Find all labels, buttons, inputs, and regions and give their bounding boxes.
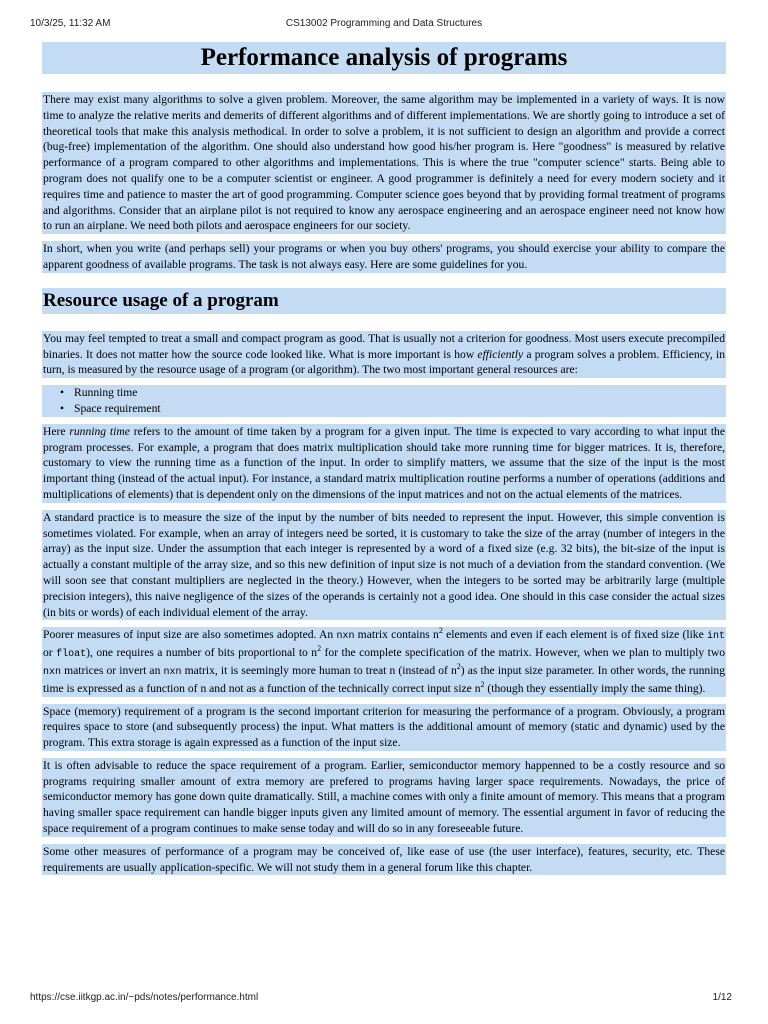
document-content [42,42,726,882]
resource-paragraph-1 [42,331,726,378]
emphasis-efficiently: efficiently [477,347,524,361]
space-requirement-paragraph: Space (memory) requirement of a program is the second important criterion for measuring the performance of a program. Obviously, a program requires space to store (and subsequently process) the input. What matters is the additional amount of memory (static and dynamic) used by the program. This extra storage is again expressed as a function of the input size. [43,704,725,750]
intro-paragraph-1: There may exist many algorithms to solve a given problem. Moreover, the same algorithm may be implemented in a variety of ways. It is now time to analyze the relative merits and demerits of different algorithms and of different implementations. We are shortly going to introduce a set of theoretical tools that make this analysis methodical. In order to solve a problem, it is not sufficient to design an algorithm and provide a correct (bug-free) implementation of the algorithm. One should also understand how good his/her program is. Here "goodness" is measured by relative performance of a program compared to other algorithms and implementations. This is where the true "computer science" starts. Being able to program does not qualify one to be a computer scientist or engineer. A good programmer is definitely a need for every modern society and it requires time and patience to master the art of good programming. Computer science goes beyond that by providing formal treatment of programs and algorithms. Consider that an airplane pilot is not required to know any aerospace engineering and an aerospace engineer need not know how to run an airplane. We need both pilots and aerospace engineers for our society. [43,93,725,233]
text-run: matrix, it is seemingly more human to treat n (instead of n [181,663,457,677]
code-int: int [706,631,725,643]
text-run: elements and even if each element is of fixed size (like [442,628,707,642]
text-run: or [43,646,57,660]
emphasis-running-time: running time [69,424,130,438]
superscript: 2 [317,644,322,654]
superscript: 2 [438,626,443,636]
print-footer [0,992,768,1006]
print-footer-url: https://cse.iitkgp.ac.in/~pds/notes/performance.html [30,992,259,1003]
text-run: Poorer measures of input size are also sometimes adopted. An [43,628,337,642]
code-nxn: nxn [43,666,62,678]
intro-paragraph-2: In short, when you write (and perhaps sell) your programs or when you buy others' programs, you should exercise your ability to compare the apparent goodness of available programs. The task is not always easy. Here are some guidelines for you. [43,242,725,271]
text-run: Here [43,424,70,438]
text-run: refers to the amount of time taken by a program for a given input. The time is expected to vary according to what input the program processes. For example, a program that does matrix multiplication should take more running time for bigger matrices. It is, therefore, customary to view the running time as a function of the input. In order to simplify matters, we assume that the size of the input is the most important thing (instead of the actual input). For instance, a standard matrix multiplication routine performs a number of operations (additions and multiplications of elements) that is dependent only on the dimensions of the input matrices and not on the actual elements of the matrices. [43,424,726,501]
text-run: a program solves a problem. Efficiency, in turn, is measured by the resource usage of a program (or algorithm). The two most important general resources are: [43,347,725,377]
page-title: Performance analysis of programs [42,42,726,74]
print-footer-page-number: 1/12 [712,992,732,1003]
text-run: ), one requires a number of bits proportional to n [86,646,318,660]
other-measures-paragraph: Some other measures of performance of a program may be conceived of, like ease of use (the user interface), features, security, etc. These requirements are usually application-specific. We will not study them in a general forum like this chapter. [43,844,725,874]
text-run: for the complete specification of the matrix. However, when we plan to multiply two [321,646,725,660]
text-run: (though they essentially imply the same thing). [484,681,706,695]
superscript: 2 [456,661,461,671]
text-run: ) as the input size parameter. In other words, the running time is expressed as a function of n and not as a function of the technically correct input size n [43,663,726,695]
section-heading: Resource usage of a program [42,288,726,314]
print-header-datetime: 10/3/25, 11:32 AM [30,18,111,29]
resource-list [42,385,726,417]
code-nxn: nxn [163,666,182,678]
memory-cost-paragraph: It is often advisable to reduce the space requirement of a program. Earlier, semiconductor memory happenned to be a costly resource and so programs requiring smaller amount of extra memory are prefered to programs having larger space requirements. Nowadays, the price of semiconductor memory has gone down quite dramatically. Still, a machine comes with only a finite amount of memory. This means that a program having smaller space requirement can handle bigger inputs given any limited amount of memory. The essential argument in favor of reducing the space requirement of a program continues to make sense today and will do so in any foreseeable future. [43,758,725,836]
code-nxn: nxn [336,631,355,643]
code-float: float [56,649,87,661]
print-header [0,18,768,32]
text-run: matrix contains n [354,628,439,642]
list-item: • Space requirement [74,401,726,417]
text-run: matrices or invert an [61,663,164,677]
superscript: 2 [480,679,485,689]
matrix-size-paragraph [42,627,726,696]
list-item: • Running time [74,385,726,401]
text-run: You may feel tempted to treat a small and compact program as good. That is usually not a criterion for goodness. Most users execute precompiled binaries. It does not matter how the source code looked like. What is more important is how [43,331,725,361]
input-size-paragraph: A standard practice is to measure the size of the input by the number of bits needed to represent the input. However, this simple convention is sometimes violated. For example, when an array of integers need be sorted, it is customary to take the size of the array (number of integers in the array) as the input size. Under the assumption that each integer is represented by a word of a fixed size (e.g. 32 bits), the bit-size of the input is actually a constant multiple of the array size, and so this new definition of input size is not much of a deviation from the standard convention. (We will soon see that constant multipliers are neglected in the theory.) However, when the integers to be sorted may be arbitrarily large (multiple precision integers), this naive negligence of the sizes of the operands is certainly not a good idea. One should in this case consider the actual sizes (in bits or words) of each individual element of the array. [43,510,725,619]
running-time-paragraph [42,424,726,503]
print-header-doc-title: CS13002 Programming and Data Structures [285,18,483,29]
